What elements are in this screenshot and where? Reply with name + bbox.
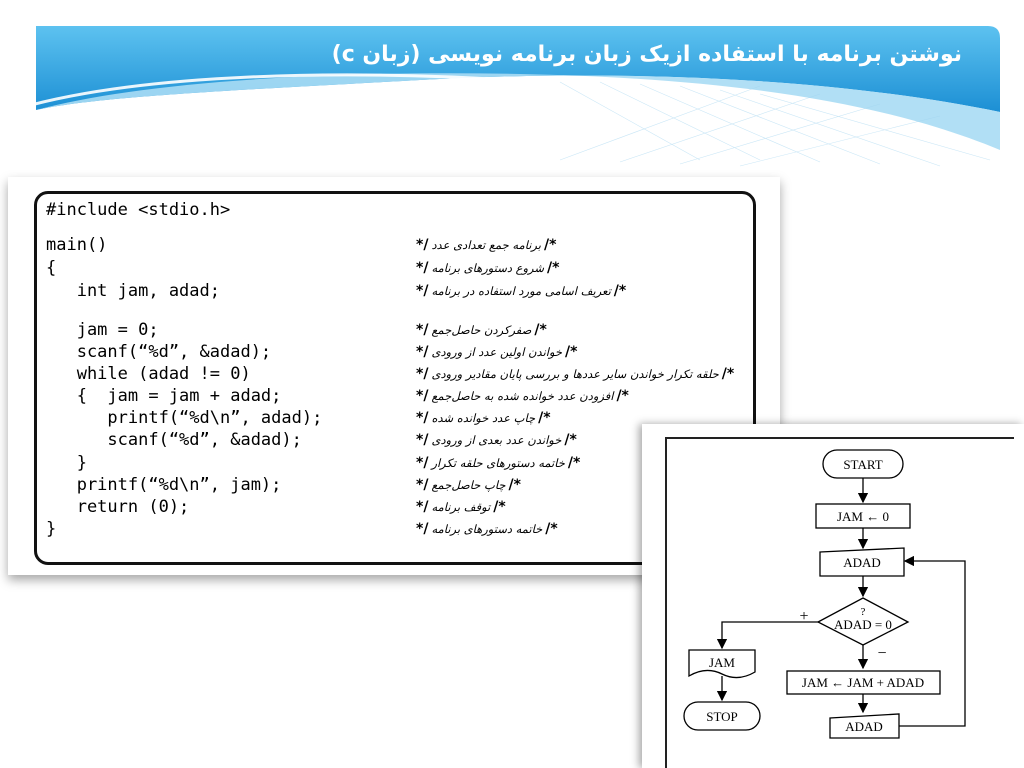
flowchart [642, 424, 1024, 768]
flow-accumulate-label: JAM ← JAM + ADAD [801, 675, 925, 690]
code-line-while: while (adad != 0) [46, 364, 251, 384]
code-line-scanf-next: scanf(“%d”, &adad); [46, 430, 302, 450]
flow-read1-label: ADAD [843, 555, 881, 570]
flow-decision-question: ? [860, 606, 866, 618]
flow-yes-label: + [799, 608, 809, 625]
code-line-main: main() [46, 235, 108, 255]
slide-title: نوشتن برنامه با استفاده ازیک زبان برنامه نویسی (زبان c) [331, 42, 962, 67]
comment-declare-names: */ تعریف اسامی مورد استفاده در برنامه /* [416, 283, 627, 299]
comment-loop-end: */ خاتمه دستورهای حلقه تکرار /* [416, 455, 581, 471]
comment-stop-program: */ توقف برنامه /* [416, 499, 506, 515]
code-line-include: #include <stdio.h> [46, 200, 231, 220]
flow-start-label: START [843, 457, 883, 472]
code-line-accumulate: { jam = jam + adad; [46, 386, 282, 406]
comment-read-first: */ خواندن اولین عدد از ورودی /* [416, 344, 578, 360]
comment-print-sum: */ چاپ حاصل‌جمع /* [416, 477, 521, 493]
flowchart-panel [642, 424, 1024, 768]
code-line-printf-adad: printf(“%d\n”, adad); [46, 408, 323, 428]
comment-program-sum: */ برنامه جمع تعدادی عدد /* [416, 237, 557, 253]
code-line-return: return (0); [46, 497, 190, 517]
comment-add-to-sum: */ افزودن عدد خوانده شده به حاصل‌جمع /* [416, 388, 629, 404]
code-line-printf-jam: printf(“%d\n”, jam); [46, 475, 282, 495]
code-line-open-brace: { [46, 258, 57, 278]
comment-loop: */ حلقه تکرار خواندن سایر عددها و بررسی پایان مقادیر ورودی /* [416, 366, 735, 382]
flow-no-label: − [877, 645, 887, 662]
code-line-scanf-first: scanf(“%d”, &adad); [46, 342, 272, 362]
flow-init-label: JAM ← 0 [836, 509, 890, 524]
title-banner [0, 0, 1024, 180]
code-line-close-brace: } [46, 519, 57, 539]
code-line-init: jam = 0; [46, 320, 159, 340]
code-line-loop-close: } [46, 453, 87, 473]
code-line-declare: int jam, adad; [46, 281, 220, 301]
flow-output-label: JAM [708, 655, 736, 670]
comment-print-number: */ چاپ عدد خوانده شده /* [416, 410, 551, 426]
flow-decision-label: ADAD = 0 [834, 617, 892, 632]
flow-read2-label: ADAD [845, 719, 883, 734]
flow-stop-label: STOP [706, 709, 738, 724]
comment-read-next: */ خواندن عدد بعدی از ورودی /* [416, 432, 577, 448]
comment-zero-sum: */ صفرکردن حاصل‌جمع /* [416, 322, 547, 338]
comment-program-end: */ خاتمه دستورهای برنامه /* [416, 521, 558, 537]
comment-program-start: */ شروع دستورهای برنامه /* [416, 260, 560, 276]
